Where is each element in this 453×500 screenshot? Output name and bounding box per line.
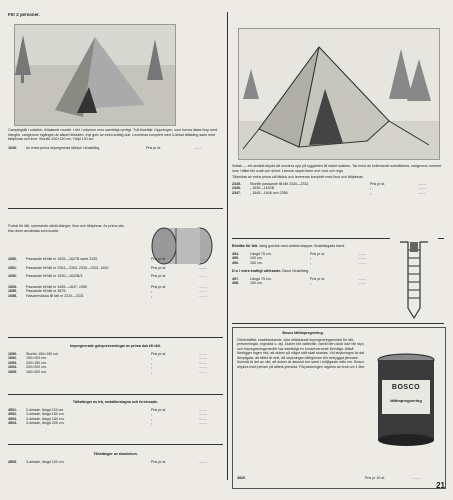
camping-section [8,128,218,150]
divider [8,208,223,209]
bosco-section [237,331,369,369]
bosco-can [373,350,439,450]
divider [232,323,444,324]
bosco-table [237,476,437,481]
table-row: 1658. Halvarmväska till tält nr 2310—2331 „ ........ [8,293,207,298]
table-row: 1651. Passande till tält nr 2303—2304, 2330—2332, 1640 Pris pr st. ........ [8,265,207,270]
table-row: 4501. 2-delade, längd 115 cm. Pris pr st. ........ [8,407,207,412]
bosco-title: Bosco tältimpregnering. [282,331,324,335]
table-row: 1694. 200×200 cm. „ ........ [8,365,207,369]
table-row: 2346. „ 1630—1632B „ ........ [232,186,426,190]
table-row: 2345. Storlek passande till tält 2330—2332 Pris pr st. ........ [232,181,426,186]
tent-photo [14,24,176,126]
bosco-box [232,327,446,489]
divider [8,394,223,395]
golv-title: Impregnerade golvpresenningar av prima duk till tält. [70,344,161,348]
divider [8,337,223,338]
table-row: 1693. 200×150 cm. „ ........ [8,360,207,365]
blixtlas-title-2: D:o i extra kraftigt utförande. [232,269,282,273]
fodral-section [8,224,132,233]
left-column [8,12,223,464]
blixtlas-title: Blixtlås för tält. [232,244,258,248]
page-number: 21 [436,481,445,490]
soltak-description-2: Tillverkas av extra prima väl tätduk och levereras komplett med linor och tältpinnar. [232,175,364,179]
blixtlas-section [232,244,382,286]
soltak-illustration [238,28,440,160]
bosco-description: Oöverträffat, snabbtorkande, icke ofläckande impregneringsmedel för tält, presenningar, regndisk o. dyl. Duken blir vattentät, varvid den dock icke blir styv, och impregneringsmedlet har samtidigt en konserverande förmåga. Alltså föreligger ingen risk, att duken på något sätt skall skadas. Vid strykningen är det lämpligast, att tältet är rest, då strykningen lättigenom blir betryggat jämnare. Avenså är det av vikt, att duken är absolut torr samt i möjligaste mån ren. Bosco strykes med pensel på tältets ytersida. Förpackningen utgöres av bruk om 1 liter. [237,337,366,369]
divider [8,444,223,445]
bosco-can-label: BOSCO [391,384,421,391]
table-row: 4502. 3-delade, längd 150 cm. „ ........ [8,412,207,416]
table-row: 1653. Passande till tält nr 1645—1647, 2350 Pris pr st. ........ [8,284,207,289]
camping-description: Campingtält i snäcker, tilltalande modell. Litet i volymen men samtidigt rymligt. Två bluetäkr i öppningen, som kunna läsas ihop med hängför, varigenom ingången är säkert tillsluten. Inyt golv av extra kraftig duk. Levereras komplett med 3-delad tältstång samt med tältpinnar och linor. Storlek 200×120 cm. Höjd 130 cm. [8,128,218,141]
soltak-section [232,164,442,195]
table-row: 1695. 180×300 cm. „ ........ [8,369,207,374]
blixtlas-description-2: Band i khakifärg. [282,269,310,273]
fodral-description: Fodral för tält, rymmande såväl stänger, linor och tältpinnar. Av prima väv. Kan även användas som kudde. [8,224,125,233]
table-row: 1655. Passande till tält nr 3879, „ ........ [8,289,207,293]
bosco-can-sublabel: tältimpregnering [390,398,422,403]
table-row: 2347. „ 1645—1646 och 2356 „ ........ [232,190,426,195]
table-row: 1650. Passande till tält nr 1625—1627B samt 2330. Pris pr st. ........ [8,257,207,261]
stanger-alu-title: Tältstänger av aluminium. [93,452,138,456]
column-divider [227,12,228,480]
table-row: 498. 150 cm. „ ........ [232,281,366,285]
zipper-illustration [390,238,438,320]
table-row: 4503. 3-delade, längd 180 cm. „ ........ [8,416,207,421]
section-header: För 2 personer. [8,12,40,17]
table-row: 494. Längd 75 cm. Pris pr st. ........ [232,251,366,256]
fodral-table [8,256,223,298]
table-row: 4520. Pris pr 10 st. ........ [237,476,421,480]
golv-section [8,344,223,374]
table-row: 4505. 3-delade, längd 100 cm. Pris pr st. ........ [8,459,207,464]
blixtlas-description: Varig grovlek med dubbla klappar. Khakifärgade band. [258,244,346,248]
soltak-description: Soltak — ett utmärkt skydd att montera upp på ryggdelen till starkt solsken. Tar emot de brännande solstrålarna, varigenom rummet inne i tältet blir svalt och skönt. Lämnar skydd även mot vind och regn. [232,164,441,173]
table-row: 495. 100 cm. „ ........ [232,256,366,260]
table-row: 1690. Storlek 150×150 cm. Pris pr st. ........ [8,351,207,356]
table-row: 4504. 3-delade, längd 205 cm. „ ........ [8,421,207,425]
table-row: 497. Längd 75 cm. Pris pr st. ........ [232,276,366,281]
stanger-tra-title: Tältstänger av trä, metallbeslagna och fernissade. [72,400,159,404]
stanger-alu-section [8,452,223,464]
table-row: 1640. Av extra prima impregnerad tältduk i khakifärg. Pris pr st. ........ [8,145,202,150]
stanger-tra-section [8,400,223,426]
table-row: 496. 150 cm. „ ........ [232,260,366,265]
table-row: 1692. 150×100 cm. „ ........ [8,356,207,360]
table-row: 1652. Passande till tält nr 1630—1632B/3 Pris pr st. ........ [8,274,207,278]
